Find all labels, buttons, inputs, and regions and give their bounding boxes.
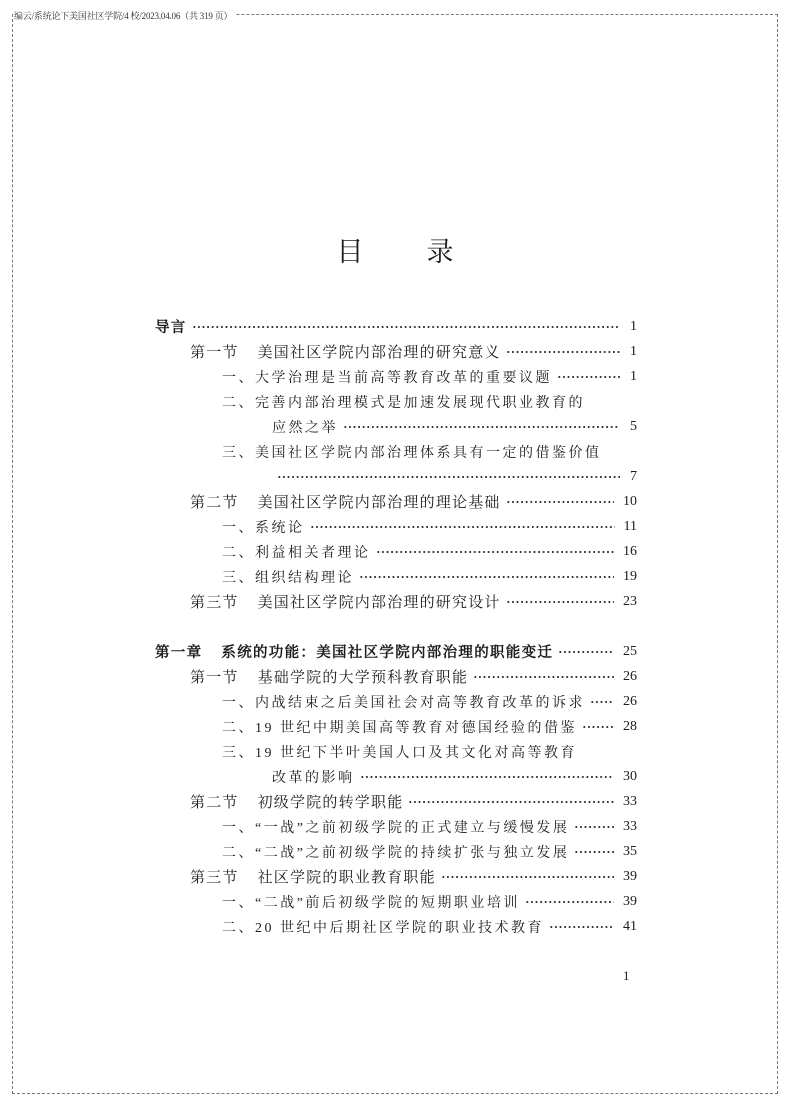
dot-leader (558, 650, 614, 654)
chapter-number: 第一章 (155, 645, 203, 661)
page-number: 16 (623, 543, 637, 559)
section-title: 社区学院的职业教育职能 (257, 870, 436, 886)
page-number: 30 (623, 768, 637, 784)
toc-entry-subsection (155, 889, 637, 914)
dot-leader (557, 375, 620, 379)
dot-leader (192, 325, 620, 329)
dot-leader (582, 725, 614, 729)
toc-entry-section (155, 589, 637, 614)
subsection-title: 三、组织结构理论 (222, 570, 354, 586)
section-title: 美国社区学院内部治理的研究设计 (257, 595, 501, 611)
section-number: 第三节 (190, 595, 239, 611)
section-title: 美国社区学院内部治理的研究意义 (257, 345, 501, 361)
entry-title: 导言 (155, 320, 187, 336)
dot-leader (506, 350, 620, 354)
page-number: 33 (623, 818, 637, 834)
toc-entry-subsection (155, 739, 637, 764)
subsection-title: 二、“二战”之前初级学院的持续扩张与独立发展 (222, 845, 570, 861)
dot-leader (376, 550, 615, 554)
page-number: 39 (623, 893, 637, 909)
dot-leader (473, 675, 614, 679)
subsection-title: 一、系统论 (222, 520, 305, 536)
toc-entry-subsection (155, 539, 637, 564)
subsection-title: 一、内战结束之后美国社会对高等教育改革的诉求 (222, 695, 585, 711)
subsection-title: 二、19 世纪中期美国高等教育对德国经验的借鉴 (222, 720, 577, 736)
page-number: 11 (623, 518, 637, 534)
page-number: 10 (623, 493, 637, 509)
toc-entry-continuation (155, 414, 637, 439)
toc-entry-subsection (155, 839, 637, 864)
subsection-title: 一、大学治理是当前高等教育改革的重要议题 (222, 370, 552, 386)
subsection-title-continued: 改革的影响 (272, 770, 355, 786)
section-number: 第二节 (190, 795, 239, 811)
dot-leader (408, 800, 614, 804)
page-number: 35 (623, 843, 637, 859)
section-title: 基础学院的大学预科教育职能 (257, 670, 469, 686)
dot-leader (360, 775, 615, 779)
dot-leader (343, 425, 620, 429)
dot-leader (441, 875, 614, 879)
toc-entry-section (155, 339, 637, 364)
page-number: 1 (630, 343, 637, 359)
toc-entry-subsection (155, 564, 637, 589)
page-number: 28 (623, 718, 637, 734)
subsection-title: 三、19 世纪下半叶美国人口及其文化对高等教育 (222, 745, 577, 761)
toc-entry-continuation (155, 764, 637, 789)
toc-entry-introduction (155, 314, 637, 339)
subsection-title-continued: 应然之举 (272, 420, 338, 436)
section-number: 第一节 (190, 345, 239, 361)
table-of-contents (155, 314, 637, 939)
page-title: 目 录 (336, 237, 472, 267)
dot-leader (574, 825, 614, 829)
page-number: 26 (623, 668, 637, 684)
page-number: 41 (623, 918, 637, 934)
page-number: 19 (623, 568, 637, 584)
page-number: 39 (623, 868, 637, 884)
subsection-title: 一、“二战”前后初级学院的短期职业培训 (222, 895, 520, 911)
dot-leader (506, 600, 614, 604)
dot-leader (277, 475, 620, 479)
page-number: 25 (623, 643, 637, 659)
subsection-title: 一、“一战”之前初级学院的正式建立与缓慢发展 (222, 820, 570, 836)
toc-entry-subsection (155, 914, 637, 939)
toc-entry-section (155, 664, 637, 689)
toc-entry-subsection (155, 514, 637, 539)
toc-entry-subsection (155, 714, 637, 739)
dot-leader (574, 850, 614, 854)
chapter-title: 系统的功能：美国社区学院内部治理的职能变迁 (221, 645, 554, 661)
page-number: 7 (630, 468, 637, 484)
toc-entry-section (155, 789, 637, 814)
toc-entry-subsection (155, 814, 637, 839)
dot-leader (549, 925, 614, 929)
page-number: 33 (623, 793, 637, 809)
subsection-title: 三、美国社区学院内部治理体系具有一定的借鉴价值 (222, 445, 602, 461)
dot-leader (310, 525, 615, 529)
toc-entry-subsection (155, 689, 637, 714)
toc-entry-continuation (155, 464, 637, 489)
toc-entry-subsection (155, 364, 637, 389)
page-number: 23 (623, 593, 637, 609)
folio-page-number: 1 (623, 968, 630, 983)
page-number: 1 (630, 318, 637, 334)
subsection-title: 二、20 世纪中后期社区学院的职业技术教育 (222, 920, 544, 936)
toc-entry-chapter (155, 639, 637, 664)
subsection-title: 二、完善内部治理模式是加速发展现代职业教育的 (222, 395, 585, 411)
section-number: 第二节 (190, 495, 239, 511)
section-title: 初级学院的转学职能 (257, 795, 404, 811)
page-number: 5 (630, 418, 637, 434)
subsection-title: 二、利益相关者理论 (222, 545, 371, 561)
dot-leader (359, 575, 614, 579)
dot-leader (590, 700, 614, 704)
toc-entry-subsection (155, 439, 637, 464)
toc-entry-subsection (155, 389, 637, 414)
toc-entry-section (155, 489, 637, 514)
page-number: 26 (623, 693, 637, 709)
toc-entry-section (155, 864, 637, 889)
dot-leader (525, 900, 614, 904)
page-number: 1 (630, 368, 637, 384)
running-head: 编云/系统论下美国社区学院/4 校/2023.04.06（共 319 页） (13, 11, 235, 22)
section-title: 美国社区学院内部治理的理论基础 (257, 495, 501, 511)
dot-leader (506, 500, 614, 504)
section-number: 第三节 (190, 870, 239, 886)
section-number: 第一节 (190, 670, 239, 686)
chapter-block (155, 639, 637, 939)
